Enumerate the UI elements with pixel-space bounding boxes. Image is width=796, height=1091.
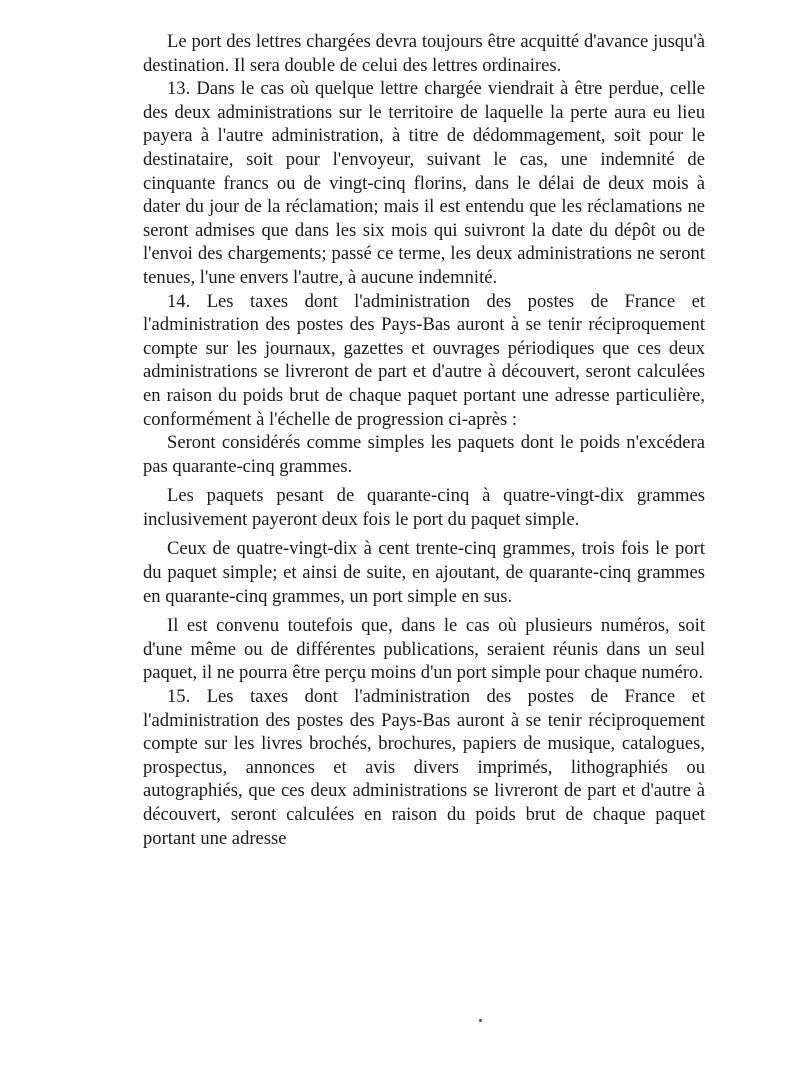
article-14: [143, 290, 705, 432]
ink-speck: [479, 1019, 482, 1022]
paragraph-paquets-deux-fois: [143, 484, 705, 531]
article-13: [143, 77, 705, 289]
paragraph-text: Les taxes dont l'administration des postes de France et l'administration des postes des Pays-Bas auront à se tenir réciproquement compte sur les journaux, gazettes et ouvrages périodiques que ces deux administrations se livreront de part et d'autre à découvert, seront calculées en raison du poids brut de chaque paquet portant une adresse particulière, conformément à l'échelle de progression ci-après :: [143, 290, 705, 430]
article-15: [143, 685, 705, 850]
article-number: 14.: [167, 290, 191, 312]
paragraph-text: Dans le cas où quelque lettre chargée viendrait à être perdue, celle des deux administrations sur le territoire de laquelle la perte aura eu lieu payera à l'autre administration, à titre de dédommagement, soit pour le destinataire, soit pour l'envoyeur, suivant le cas, une indemnité de cinquante francs ou de vingt-cinq florins, dans le délai de deux mois à dater du jour de la réclamation; mais il est entendu que les réclamations ne seront admises que dans les six mois qui suivront la date du dépôt ou de l'envoi des chargements; passé ce terme, les deux administrations ne seront tenues, l'une envers l'autre, à aucune indemnité.: [143, 78, 705, 288]
paragraph-text: Seront considérés comme simples les paquets dont le poids n'excédera pas quarante-cinq grammes.: [143, 432, 705, 477]
paragraph-plusieurs-numeros: [143, 614, 705, 685]
paragraph-text: Les taxes dont l'administration des postes de France et l'administration des postes des Pays-Bas auront à se tenir réciproquement compte sur les livres brochés, brochures, papiers de musique, catalogues, prospectus, annonces et avis divers imprimés, lithographiés ou autographiés, que ces deux administrations se livreront de part et d'autre à découvert, seront calculées en raison du poids brut de chaque paquet portant une adresse: [143, 686, 705, 849]
paragraph-text: Les paquets pesant de quarante-cinq à quatre-vingt-dix grammes inclusivement payeront deux fois le port du paquet simple.: [143, 485, 705, 530]
document-page: [143, 30, 705, 850]
paragraph-text: Ceux de quatre-vingt-dix à cent trente-cinq grammes, trois fois le port du paquet simple; et ainsi de suite, en ajoutant, de quarante-cinq grammes en quarante-cinq grammes, un port simple en sus.: [143, 538, 705, 607]
paragraph-port-lettres-chargees: [143, 30, 705, 77]
article-number: 15.: [167, 686, 191, 708]
paragraph-text: Il est convenu toutefois que, dans le cas où plusieurs numéros, soit d'une même ou de différentes publications, seraient réunis dans un seul paquet, il ne pourra être perçu moins d'un port simple pour chaque numéro.: [143, 615, 705, 684]
paragraph-paquets-trois-fois: [143, 537, 705, 608]
paragraph-text: Le port des lettres chargées devra toujours être acquitté d'avance jusqu'à destination. Il sera double de celui des lettres ordinaires.: [143, 31, 705, 76]
paragraph-paquets-simples: [143, 431, 705, 478]
article-number: 13.: [167, 78, 191, 100]
